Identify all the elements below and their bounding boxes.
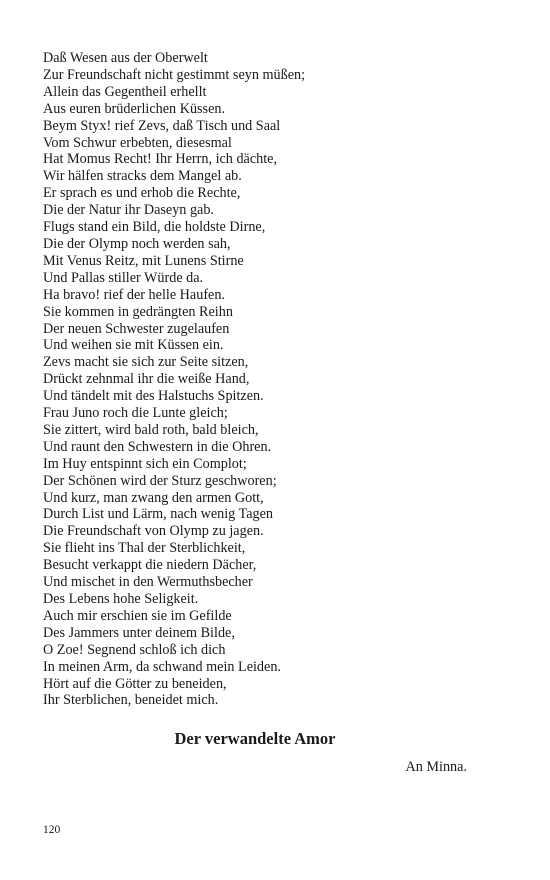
poem-line: Mit Venus Reitz, mit Lunens Stirne	[43, 252, 244, 269]
poem-line: Allein das Gegentheil erhellt	[43, 83, 207, 100]
poem-line: Zur Freundschaft nicht gestimmt seyn müßen;	[43, 66, 306, 83]
poem-dedication: An Minna.	[405, 759, 467, 775]
poem-line: Die Freundschaft von Olymp zu jagen.	[43, 523, 264, 540]
poem-line: Auch mir erschien sie im Gefilde	[43, 607, 232, 624]
poem-line: Vom Schwur erbebten, diesesmal	[43, 134, 232, 151]
poem-line: Der Schönen wird der Sturz geschworen;	[43, 472, 277, 489]
poem-line: Sie kommen in gedrängten Reihn	[43, 303, 233, 320]
poem-line: Im Huy entspinnt sich ein Complot;	[43, 455, 247, 472]
poem-line: Besucht verkappt die niedern Dächer,	[43, 557, 257, 574]
poem-line: Flugs stand ein Bild, die holdste Dirne,	[43, 219, 266, 236]
poem-line: Aus euren brüderlichen Küssen.	[43, 100, 226, 117]
poem-line: Er sprach es und erhob die Rechte,	[43, 185, 241, 202]
poem-line: Beym Styx! rief Zevs, daß Tisch und Saal	[43, 117, 281, 134]
poem-body	[43, 50, 503, 709]
poem-line: Und Pallas stiller Würde da.	[43, 269, 204, 286]
poem-line: Frau Juno roch die Lunte gleich;	[43, 405, 228, 422]
poem-line: Und mischet in den Wermuthsbecher	[43, 574, 253, 591]
poem-title: Der verwandelte Amor	[174, 729, 336, 748]
page-number: 120	[43, 824, 61, 836]
poem-line: Drückt zehnmal ihr die weiße Hand,	[43, 371, 250, 388]
poem-line: Des Jammers unter deinem Bilde,	[43, 624, 235, 641]
poem-line: O Zoe! Segnend schloß ich dich	[43, 641, 226, 658]
poem-line: Und kurz, man zwang den armen Gott,	[43, 489, 264, 506]
poem-line: In meinen Arm, da schwand mein Leiden.	[43, 658, 281, 675]
poem-line: Durch List und Lärm, nach wenig Tagen	[43, 506, 274, 523]
poem-line: Zevs macht sie sich zur Seite sitzen,	[43, 354, 249, 371]
poem-line: Und tändelt mit des Halstuchs Spitzen.	[43, 388, 264, 405]
poem-line: Der neuen Schwester zugelaufen	[43, 320, 230, 337]
poem-line: Sie zittert, wird bald roth, bald bleich,	[43, 421, 259, 438]
poem-line: Hat Momus Recht! Ihr Herrn, ich dächte,	[43, 151, 278, 168]
poem-line: Sie flieht ins Thal der Sterblichkeit,	[43, 540, 246, 557]
poem-line: Und raunt den Schwestern in die Ohren.	[43, 438, 272, 455]
poem-line: Und weihen sie mit Küssen ein.	[43, 337, 224, 354]
poem-line: Daß Wesen aus der Oberwelt	[43, 50, 208, 66]
poem-line: Hört auf die Götter zu beneiden,	[43, 675, 227, 692]
poem-line: Die der Natur ihr Daseyn gab.	[43, 202, 214, 219]
poem-line: Wir hälfen stracks dem Mangel ab.	[43, 168, 242, 185]
poem-line: Ha bravo! rief der helle Haufen.	[43, 286, 225, 303]
poem-line: Die der Olymp noch werden sah,	[43, 235, 231, 252]
poem-line: Ihr Sterblichen, beneidet mich.	[43, 692, 219, 709]
poem-line: Des Lebens hohe Seligkeit.	[43, 591, 199, 607]
